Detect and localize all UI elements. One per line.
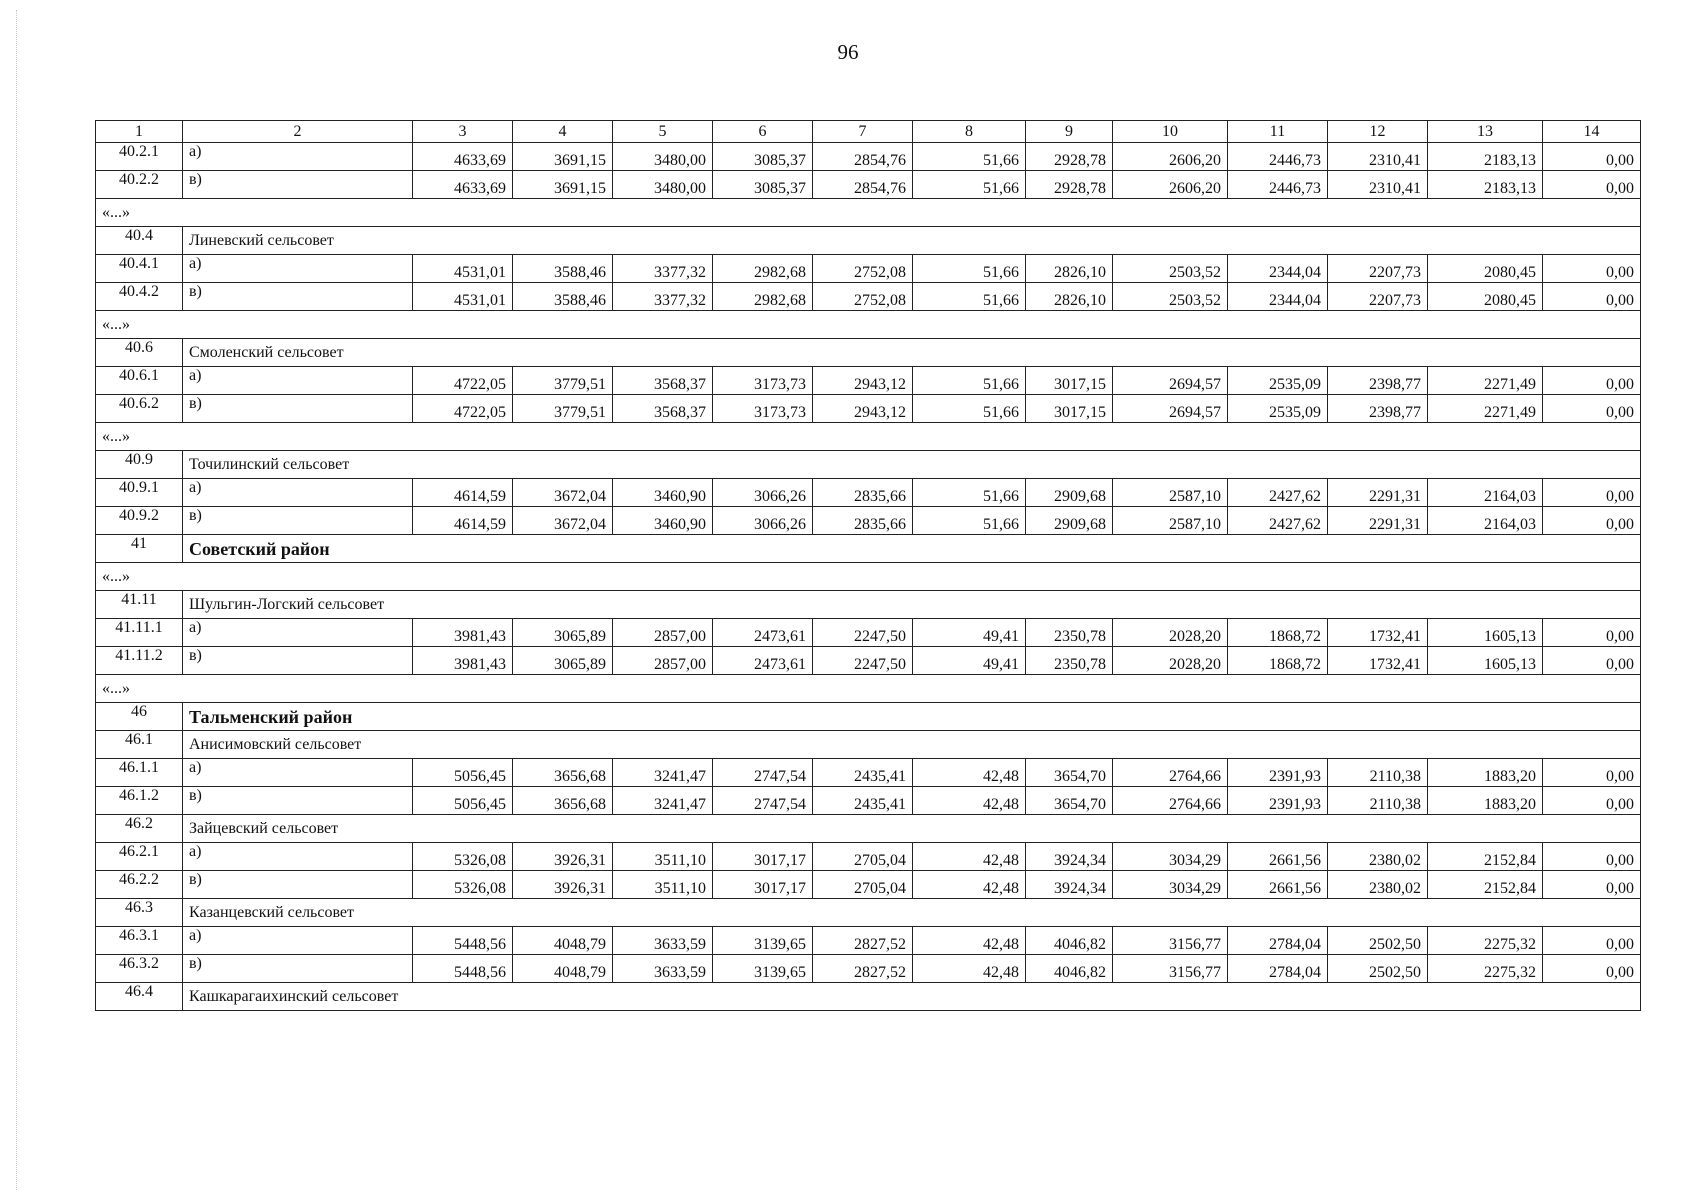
value-cell: 42,48 xyxy=(913,843,1026,871)
value-cell: 0,00 xyxy=(1543,787,1641,815)
settlement-name: Зайцевский сельсовет xyxy=(183,815,1641,843)
value-cell: 5326,08 xyxy=(413,843,513,871)
value-cell: 49,41 xyxy=(913,647,1026,675)
row-code: 46.2 xyxy=(96,815,183,843)
row-code: 40.4 xyxy=(96,227,183,255)
value-cell: 3981,43 xyxy=(413,619,513,647)
scan-margin-rule xyxy=(16,10,17,1190)
ellipsis-row xyxy=(96,675,1641,703)
value-cell: 1605,13 xyxy=(1428,647,1543,675)
value-cell: 3085,37 xyxy=(713,143,813,171)
table-row xyxy=(96,759,1641,787)
value-cell: 3511,10 xyxy=(613,843,713,871)
value-cell: 2183,13 xyxy=(1428,171,1543,199)
value-cell: 3460,90 xyxy=(613,479,713,507)
value-cell: 1883,20 xyxy=(1428,759,1543,787)
value-cell: 2110,38 xyxy=(1328,787,1428,815)
district-row xyxy=(96,535,1641,563)
value-cell: 0,00 xyxy=(1543,507,1641,535)
row-code: 40.6.2 xyxy=(96,395,183,423)
value-cell: 1868,72 xyxy=(1228,619,1328,647)
value-cell: 51,66 xyxy=(913,479,1026,507)
value-cell: 2502,50 xyxy=(1328,955,1428,983)
column-header-cell: 8 xyxy=(913,121,1026,143)
row-code: 46.1.2 xyxy=(96,787,183,815)
value-cell: 2943,12 xyxy=(813,395,913,423)
value-cell: 3017,15 xyxy=(1026,395,1113,423)
value-cell: 0,00 xyxy=(1543,283,1641,311)
settlement-name: Кашкарагаихинский сельсовет xyxy=(183,983,1641,1011)
value-cell: 2535,09 xyxy=(1228,367,1328,395)
value-cell: 3173,73 xyxy=(713,367,813,395)
value-cell: 2152,84 xyxy=(1428,871,1543,899)
value-cell: 0,00 xyxy=(1543,479,1641,507)
value-cell: 51,66 xyxy=(913,395,1026,423)
table-row xyxy=(96,171,1641,199)
table-row xyxy=(96,255,1641,283)
value-cell: 2152,84 xyxy=(1428,843,1543,871)
row-code: 40.4.2 xyxy=(96,283,183,311)
value-cell: 42,48 xyxy=(913,871,1026,899)
value-cell: 2427,62 xyxy=(1228,507,1328,535)
value-cell: 2606,20 xyxy=(1113,171,1228,199)
value-cell: 3672,04 xyxy=(513,479,613,507)
value-cell: 2587,10 xyxy=(1113,507,1228,535)
value-cell: 3241,47 xyxy=(613,787,713,815)
row-label: в) xyxy=(183,871,413,899)
value-cell: 2764,66 xyxy=(1113,787,1228,815)
value-cell: 0,00 xyxy=(1543,927,1641,955)
value-cell: 3139,65 xyxy=(713,955,813,983)
value-cell: 3066,26 xyxy=(713,479,813,507)
settlement-name: Точилинский сельсовет xyxy=(183,451,1641,479)
value-cell: 2473,61 xyxy=(713,619,813,647)
column-header-cell: 14 xyxy=(1543,121,1641,143)
settlement-name: Линевский сельсовет xyxy=(183,227,1641,255)
row-label: а) xyxy=(183,143,413,171)
value-cell: 49,41 xyxy=(913,619,1026,647)
value-cell: 5448,56 xyxy=(413,927,513,955)
value-cell: 2535,09 xyxy=(1228,395,1328,423)
value-cell: 2310,41 xyxy=(1328,143,1428,171)
value-cell: 3377,32 xyxy=(613,283,713,311)
value-cell: 2291,31 xyxy=(1328,507,1428,535)
row-label: в) xyxy=(183,647,413,675)
table-row xyxy=(96,843,1641,871)
settlement-row xyxy=(96,591,1641,619)
table-row xyxy=(96,283,1641,311)
value-cell: 4048,79 xyxy=(513,927,613,955)
value-cell: 3924,34 xyxy=(1026,843,1113,871)
row-label: а) xyxy=(183,479,413,507)
value-cell: 3656,68 xyxy=(513,759,613,787)
value-cell: 4722,05 xyxy=(413,395,513,423)
column-header-cell: 4 xyxy=(513,121,613,143)
value-cell: 4531,01 xyxy=(413,255,513,283)
value-cell: 0,00 xyxy=(1543,955,1641,983)
value-cell: 4633,69 xyxy=(413,171,513,199)
value-cell: 2028,20 xyxy=(1113,619,1228,647)
value-cell: 2271,49 xyxy=(1428,367,1543,395)
settlement-row xyxy=(96,339,1641,367)
value-cell: 1732,41 xyxy=(1328,619,1428,647)
value-cell: 3066,26 xyxy=(713,507,813,535)
value-cell: 3377,32 xyxy=(613,255,713,283)
value-cell: 2344,04 xyxy=(1228,255,1328,283)
value-cell: 2857,00 xyxy=(613,647,713,675)
value-cell: 3691,15 xyxy=(513,171,613,199)
row-code: 46.1.1 xyxy=(96,759,183,787)
value-cell: 51,66 xyxy=(913,283,1026,311)
ellipsis-text: «...» xyxy=(96,311,1641,339)
value-cell: 42,48 xyxy=(913,787,1026,815)
value-cell: 2473,61 xyxy=(713,647,813,675)
value-cell: 2435,41 xyxy=(813,787,913,815)
value-cell: 3656,68 xyxy=(513,787,613,815)
row-code: 40.2.1 xyxy=(96,143,183,171)
ellipsis-row xyxy=(96,423,1641,451)
row-label: в) xyxy=(183,787,413,815)
column-header-cell: 13 xyxy=(1428,121,1543,143)
value-cell: 3672,04 xyxy=(513,507,613,535)
value-cell: 2827,52 xyxy=(813,927,913,955)
settlement-row xyxy=(96,815,1641,843)
value-cell: 2207,73 xyxy=(1328,283,1428,311)
value-cell: 2943,12 xyxy=(813,367,913,395)
table-row xyxy=(96,647,1641,675)
value-cell: 2982,68 xyxy=(713,283,813,311)
value-cell: 3633,59 xyxy=(613,927,713,955)
value-cell: 2398,77 xyxy=(1328,395,1428,423)
value-cell: 1732,41 xyxy=(1328,647,1428,675)
value-cell: 4614,59 xyxy=(413,479,513,507)
settlement-row xyxy=(96,899,1641,927)
ellipsis-text: «...» xyxy=(96,199,1641,227)
settlement-name: Анисимовский сельсовет xyxy=(183,731,1641,759)
value-cell: 2183,13 xyxy=(1428,143,1543,171)
row-code: 46.1 xyxy=(96,731,183,759)
value-cell: 2391,93 xyxy=(1228,759,1328,787)
value-cell: 2275,32 xyxy=(1428,927,1543,955)
value-cell: 51,66 xyxy=(913,507,1026,535)
value-cell: 2835,66 xyxy=(813,507,913,535)
row-label: в) xyxy=(183,395,413,423)
value-cell: 2427,62 xyxy=(1228,479,1328,507)
value-cell: 2271,49 xyxy=(1428,395,1543,423)
value-cell: 0,00 xyxy=(1543,619,1641,647)
value-cell: 4614,59 xyxy=(413,507,513,535)
column-header-cell: 2 xyxy=(183,121,413,143)
row-code: 41.11.1 xyxy=(96,619,183,647)
column-header-cell: 10 xyxy=(1113,121,1228,143)
table-row xyxy=(96,619,1641,647)
value-cell: 2350,78 xyxy=(1026,619,1113,647)
row-label: в) xyxy=(183,283,413,311)
value-cell: 51,66 xyxy=(913,255,1026,283)
value-cell: 42,48 xyxy=(913,955,1026,983)
value-cell: 2764,66 xyxy=(1113,759,1228,787)
row-code: 46 xyxy=(96,703,183,731)
value-cell: 2835,66 xyxy=(813,479,913,507)
column-header-cell: 7 xyxy=(813,121,913,143)
row-code: 40.4.1 xyxy=(96,255,183,283)
district-name: Советский район xyxy=(183,535,1641,563)
column-header-cell: 9 xyxy=(1026,121,1113,143)
value-cell: 1605,13 xyxy=(1428,619,1543,647)
value-cell: 3034,29 xyxy=(1113,843,1228,871)
settlement-row xyxy=(96,451,1641,479)
value-cell: 2587,10 xyxy=(1113,479,1228,507)
value-cell: 2391,93 xyxy=(1228,787,1328,815)
value-cell: 4722,05 xyxy=(413,367,513,395)
row-code: 40.9.1 xyxy=(96,479,183,507)
value-cell: 3588,46 xyxy=(513,283,613,311)
value-cell: 3926,31 xyxy=(513,843,613,871)
value-cell: 1883,20 xyxy=(1428,787,1543,815)
value-cell: 2747,54 xyxy=(713,759,813,787)
value-cell: 0,00 xyxy=(1543,843,1641,871)
value-cell: 5326,08 xyxy=(413,871,513,899)
value-cell: 3924,34 xyxy=(1026,871,1113,899)
value-cell: 3139,65 xyxy=(713,927,813,955)
value-cell: 3241,47 xyxy=(613,759,713,787)
row-label: в) xyxy=(183,955,413,983)
value-cell: 2164,03 xyxy=(1428,479,1543,507)
ellipsis-row xyxy=(96,563,1641,591)
value-cell: 0,00 xyxy=(1543,759,1641,787)
row-code: 46.3.1 xyxy=(96,927,183,955)
row-code: 46.3.2 xyxy=(96,955,183,983)
value-cell: 2752,08 xyxy=(813,283,913,311)
value-cell: 2928,78 xyxy=(1026,143,1113,171)
value-cell: 4046,82 xyxy=(1026,927,1113,955)
column-header-cell: 11 xyxy=(1228,121,1328,143)
value-cell: 2380,02 xyxy=(1328,843,1428,871)
value-cell: 2435,41 xyxy=(813,759,913,787)
value-cell: 3017,17 xyxy=(713,871,813,899)
value-cell: 2909,68 xyxy=(1026,479,1113,507)
value-cell: 2028,20 xyxy=(1113,647,1228,675)
row-label: а) xyxy=(183,759,413,787)
value-cell: 3156,77 xyxy=(1113,955,1228,983)
value-cell: 3480,00 xyxy=(613,143,713,171)
value-cell: 51,66 xyxy=(913,367,1026,395)
row-code: 40.6.1 xyxy=(96,367,183,395)
table-row xyxy=(96,927,1641,955)
value-cell: 0,00 xyxy=(1543,395,1641,423)
value-cell: 2928,78 xyxy=(1026,171,1113,199)
value-cell: 3156,77 xyxy=(1113,927,1228,955)
value-cell: 3017,17 xyxy=(713,843,813,871)
value-cell: 2503,52 xyxy=(1113,255,1228,283)
value-cell: 3065,89 xyxy=(513,647,613,675)
value-cell: 3065,89 xyxy=(513,619,613,647)
value-cell: 2784,04 xyxy=(1228,927,1328,955)
value-cell: 2080,45 xyxy=(1428,255,1543,283)
column-header-cell: 6 xyxy=(713,121,813,143)
table-row xyxy=(96,395,1641,423)
settlement-name: Казанцевский сельсовет xyxy=(183,899,1641,927)
ellipsis-text: «...» xyxy=(96,675,1641,703)
value-cell: 42,48 xyxy=(913,927,1026,955)
value-cell: 2291,31 xyxy=(1328,479,1428,507)
row-label: а) xyxy=(183,927,413,955)
value-cell: 2854,76 xyxy=(813,143,913,171)
value-cell: 2909,68 xyxy=(1026,507,1113,535)
value-cell: 3460,90 xyxy=(613,507,713,535)
value-cell: 2661,56 xyxy=(1228,843,1328,871)
value-cell: 2826,10 xyxy=(1026,283,1113,311)
settlement-name: Смоленский сельсовет xyxy=(183,339,1641,367)
value-cell: 3034,29 xyxy=(1113,871,1228,899)
value-cell: 3981,43 xyxy=(413,647,513,675)
table-row xyxy=(96,143,1641,171)
value-cell: 51,66 xyxy=(913,143,1026,171)
value-cell: 2854,76 xyxy=(813,171,913,199)
value-cell: 2784,04 xyxy=(1228,955,1328,983)
value-cell: 3568,37 xyxy=(613,367,713,395)
row-label: а) xyxy=(183,843,413,871)
value-cell: 2503,52 xyxy=(1113,283,1228,311)
value-cell: 2380,02 xyxy=(1328,871,1428,899)
value-cell: 0,00 xyxy=(1543,171,1641,199)
row-code: 40.9.2 xyxy=(96,507,183,535)
value-cell: 51,66 xyxy=(913,171,1026,199)
value-cell: 4633,69 xyxy=(413,143,513,171)
value-cell: 2694,57 xyxy=(1113,395,1228,423)
page-number: 96 xyxy=(837,40,859,64)
value-cell: 3779,51 xyxy=(513,367,613,395)
ellipsis-row xyxy=(96,311,1641,339)
row-code: 46.2.1 xyxy=(96,843,183,871)
column-header-cell: 3 xyxy=(413,121,513,143)
table-row xyxy=(96,367,1641,395)
row-label: а) xyxy=(183,255,413,283)
value-cell: 4046,82 xyxy=(1026,955,1113,983)
row-code: 46.3 xyxy=(96,899,183,927)
value-cell: 3926,31 xyxy=(513,871,613,899)
value-cell: 2752,08 xyxy=(813,255,913,283)
value-cell: 42,48 xyxy=(913,759,1026,787)
table-row xyxy=(96,955,1641,983)
table-row xyxy=(96,871,1641,899)
value-cell: 2247,50 xyxy=(813,647,913,675)
row-code: 46.4 xyxy=(96,983,183,1011)
column-header-cell: 12 xyxy=(1328,121,1428,143)
value-cell: 2827,52 xyxy=(813,955,913,983)
value-cell: 2207,73 xyxy=(1328,255,1428,283)
value-cell: 2705,04 xyxy=(813,843,913,871)
value-cell: 5448,56 xyxy=(413,955,513,983)
value-cell: 2344,04 xyxy=(1228,283,1328,311)
value-cell: 2350,78 xyxy=(1026,647,1113,675)
value-cell: 2110,38 xyxy=(1328,759,1428,787)
value-cell: 5056,45 xyxy=(413,759,513,787)
value-cell: 3654,70 xyxy=(1026,759,1113,787)
value-cell: 3654,70 xyxy=(1026,787,1113,815)
value-cell: 2275,32 xyxy=(1428,955,1543,983)
row-code: 40.2.2 xyxy=(96,171,183,199)
value-cell: 2398,77 xyxy=(1328,367,1428,395)
row-code: 46.2.2 xyxy=(96,871,183,899)
value-cell: 2502,50 xyxy=(1328,927,1428,955)
value-cell: 2606,20 xyxy=(1113,143,1228,171)
value-cell: 3779,51 xyxy=(513,395,613,423)
row-code: 40.6 xyxy=(96,339,183,367)
row-label: в) xyxy=(183,507,413,535)
settlement-row xyxy=(96,731,1641,759)
value-cell: 2164,03 xyxy=(1428,507,1543,535)
column-number-header xyxy=(96,121,1641,143)
row-code: 40.9 xyxy=(96,451,183,479)
district-row xyxy=(96,703,1641,731)
row-label: а) xyxy=(183,619,413,647)
value-cell: 2694,57 xyxy=(1113,367,1228,395)
row-code: 41.11.2 xyxy=(96,647,183,675)
settlement-row xyxy=(96,227,1641,255)
settlement-name: Шульгин-Логский сельсовет xyxy=(183,591,1641,619)
ellipsis-row xyxy=(96,199,1641,227)
value-cell: 2247,50 xyxy=(813,619,913,647)
value-cell: 2826,10 xyxy=(1026,255,1113,283)
row-label: в) xyxy=(183,171,413,199)
row-code: 41.11 xyxy=(96,591,183,619)
value-cell: 3017,15 xyxy=(1026,367,1113,395)
column-header-cell: 1 xyxy=(96,121,183,143)
value-cell: 2705,04 xyxy=(813,871,913,899)
value-cell: 5056,45 xyxy=(413,787,513,815)
value-cell: 2857,00 xyxy=(613,619,713,647)
value-cell: 0,00 xyxy=(1543,143,1641,171)
value-cell: 2310,41 xyxy=(1328,171,1428,199)
value-cell: 3085,37 xyxy=(713,171,813,199)
table-row xyxy=(96,787,1641,815)
ellipsis-text: «...» xyxy=(96,423,1641,451)
row-label: а) xyxy=(183,367,413,395)
value-cell: 3480,00 xyxy=(613,171,713,199)
row-code: 41 xyxy=(96,535,183,563)
value-cell: 3568,37 xyxy=(613,395,713,423)
value-cell: 4531,01 xyxy=(413,283,513,311)
table-row xyxy=(96,507,1641,535)
value-cell: 0,00 xyxy=(1543,367,1641,395)
table-row xyxy=(96,479,1641,507)
value-cell: 3588,46 xyxy=(513,255,613,283)
tariff-table xyxy=(95,120,1641,1011)
district-name: Тальменский район xyxy=(183,703,1641,731)
value-cell: 2661,56 xyxy=(1228,871,1328,899)
value-cell: 0,00 xyxy=(1543,647,1641,675)
settlement-row xyxy=(96,983,1641,1011)
value-cell: 2982,68 xyxy=(713,255,813,283)
value-cell: 4048,79 xyxy=(513,955,613,983)
value-cell: 3691,15 xyxy=(513,143,613,171)
value-cell: 0,00 xyxy=(1543,255,1641,283)
column-header-cell: 5 xyxy=(613,121,713,143)
value-cell: 2446,73 xyxy=(1228,143,1328,171)
value-cell: 3633,59 xyxy=(613,955,713,983)
value-cell: 1868,72 xyxy=(1228,647,1328,675)
value-cell: 3173,73 xyxy=(713,395,813,423)
value-cell: 2446,73 xyxy=(1228,171,1328,199)
value-cell: 0,00 xyxy=(1543,871,1641,899)
ellipsis-text: «...» xyxy=(96,563,1641,591)
value-cell: 3511,10 xyxy=(613,871,713,899)
value-cell: 2080,45 xyxy=(1428,283,1543,311)
value-cell: 2747,54 xyxy=(713,787,813,815)
